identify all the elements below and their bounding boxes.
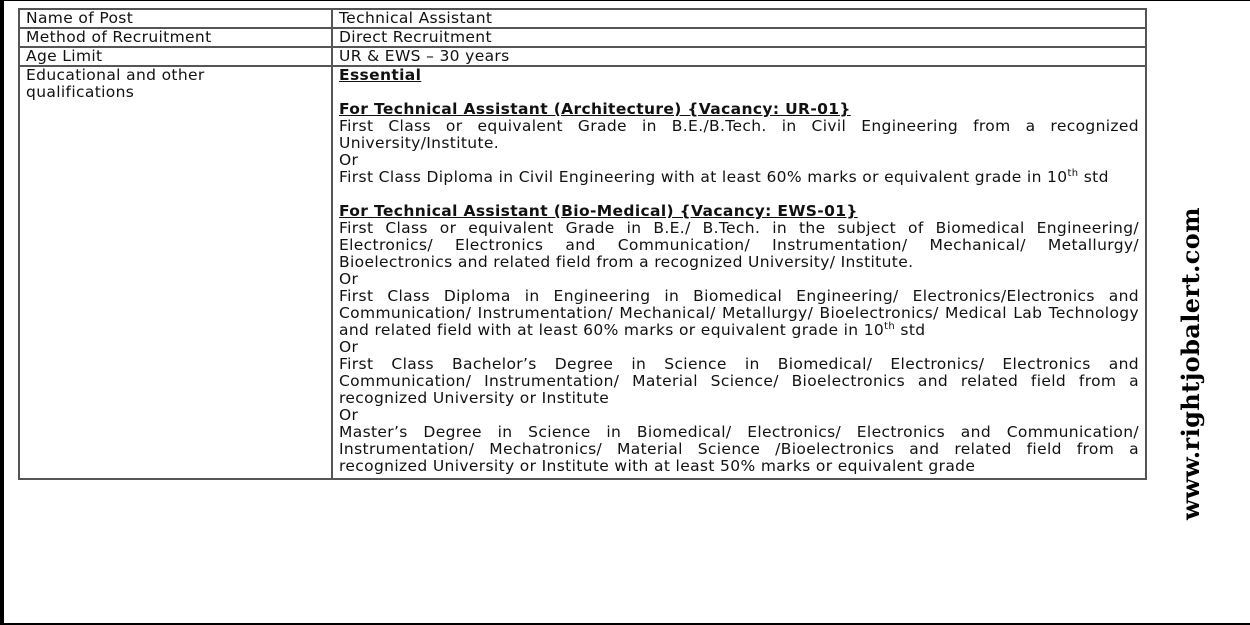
or-separator: Or: [339, 338, 359, 356]
essential-heading: Essential: [339, 66, 422, 84]
superscript-th: th: [884, 320, 896, 332]
biomedical-heading: For Technical Assistant (Bio-Medical) {Vacancy: EWS-01}: [339, 202, 858, 220]
row-value: UR & EWS – 30 years: [332, 47, 1146, 66]
row-label: Age Limit: [19, 47, 332, 66]
spacer: [339, 186, 1139, 203]
qualifications-value: [332, 66, 1146, 479]
recruitment-table: [18, 8, 1147, 480]
qualifications-label-line2: qualifications: [26, 83, 135, 101]
row-value: Direct Recruitment: [332, 28, 1146, 47]
row-value: Technical Assistant: [332, 9, 1146, 28]
architecture-option-2: [339, 169, 1139, 186]
biomedical-option-3: First Class Bachelor’s Degree in Science in Biomedical/ Electronics/ Electronics and Communication/ Instrumentation/ Material Science/ Bioelectronics and related field from a recognized University or Institute: [339, 355, 1139, 407]
superscript-th: th: [1067, 167, 1079, 179]
table-row-qualifications: [19, 66, 1146, 479]
biomedical-option-4: Master’s Degree in Science in Biomedical/ Electronics/ Electronics and Communication/ Instrumentation/ Mechatronics/ Material Science /Bioelectronics and related field from a recognized University or Institute with at least 50% marks or equivalent grade: [339, 423, 1139, 475]
biomedical-option-2-end: std: [895, 321, 926, 339]
spacer: [339, 84, 1139, 101]
architecture-option-1: First Class or equivalent Grade in B.E./B.Tech. in Civil Engineering from a recognized University/Institute.: [339, 117, 1139, 152]
qualifications-label-line1: Educational and other: [26, 66, 205, 84]
architecture-heading: For Technical Assistant (Architecture) {Vacancy: UR-01}: [339, 100, 851, 118]
biomedical-option-2: [339, 288, 1139, 339]
or-separator: Or: [339, 151, 359, 169]
architecture-option-2-text: First Class Diploma in Civil Engineering with at least 60% marks or equivalent grade in 10: [339, 168, 1068, 186]
biomedical-option-1: First Class or equivalent Grade in B.E./ B.Tech. in the subject of Biomedical Engineering/ Electronics/ Electronics and Communication/ Instrumentation/ Mechanical/ Metallurgy/ Bioelectronics and related field from a recognized University/ Institute.: [339, 219, 1139, 271]
table-row-method-of-recruitment: [19, 28, 1146, 47]
table-row-age-limit: [19, 47, 1146, 66]
qualifications-label: [19, 66, 332, 479]
or-separator: Or: [339, 270, 359, 288]
row-label: Method of Recruitment: [19, 28, 332, 47]
or-separator: Or: [339, 406, 359, 424]
architecture-option-2-end: std: [1078, 168, 1109, 186]
table-row-name-of-post: [19, 9, 1146, 28]
watermark-text: www.rightjobalert.com: [1176, 207, 1205, 520]
biomedical-option-2-text: First Class Diploma in Engineering in Biomedical Engineering/ Electronics/Electronics and Communication/ Instrumentation/ Mechanical/ Metallurgy/ Bioelectronics/ Medical Lab Technology and related field with at least 60% marks or equivalent grade in 10: [339, 287, 1139, 339]
row-label: Name of Post: [19, 9, 332, 28]
